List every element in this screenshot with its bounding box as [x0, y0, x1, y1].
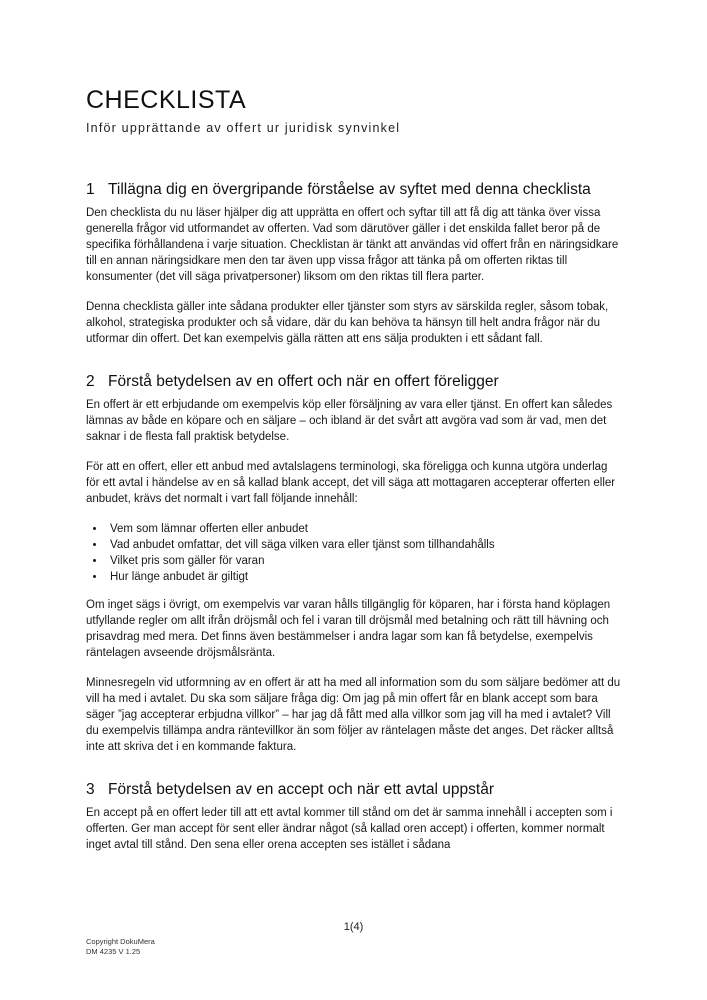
footer-doc-id: DM 4235 V 1.25	[86, 947, 141, 956]
paragraph: Minnesregeln vid utformning av en offert är att ha med all information som du som säljare bedömer att du vill ha med i avtalet. Du ska som säljare fråga dig: Om jag på min offert får en blank accept som bara säger ”jag accepterar erbjudna villkor” – har jag då fått med alla villkor som jag vill ha med i avtalet? Vill du exempelvis tillämpa andra räntevillkor än som följer av räntelagen måste det anges. Det räcker alltså inte att skriva det i en kommande faktura.	[86, 677, 621, 753]
list-item: • Hur länge anbudet är giltigt	[106, 569, 622, 585]
section-3	[86, 781, 622, 853]
page-number: 1(4)	[343, 921, 364, 933]
document-subtitle: Inför upprättande av offert ur juridisk synvinkel	[86, 121, 401, 135]
document-body	[86, 181, 622, 853]
section-number: 1	[86, 181, 95, 198]
list-item: • Vem som lämnar offerten eller anbudet	[106, 521, 622, 537]
section-number: 3	[86, 781, 95, 798]
section-title: Förstå betydelsen av en accept och när ett avtal uppstår	[108, 781, 495, 798]
document-title: CHECKLISTA	[86, 86, 247, 114]
paragraph: Den checklista du nu läser hjälper dig att upprätta en offert och syftar till att få dig att tänka över vissa generella frågor vid utformandet av offerten. Vad som därutöver gäller i det enskilda fallet beror på de specifika förhållandena i varje situation. Checklistan är tänkt att användas vid offert från en näringsidkare till en annan näringsidkare men den tar även upp vissa frågor att tänka på om offerten riktas till konsumenter (det vill säga privatpersoner) liksom om den riktas till flera parter.	[86, 207, 619, 283]
bullet-list	[86, 521, 622, 585]
paragraph: En offert är ett erbjudande om exempelvis köp eller försäljning av vara eller tjänst. En offert kan således lämnas av både en köpare och en säljare – och ibland är det svårt att avgöra vad som är vad, men det saknar i de flesta fall praktisk betydelse.	[86, 399, 613, 443]
footer-copyright: Copyright DokuMera	[86, 937, 155, 946]
list-item: • Vad anbudet omfattar, det vill säga vilken vara eller tjänst som tillhandahålls	[106, 537, 622, 553]
paragraph: En accept på en offert leder till att ett avtal kommer till stånd om det är samma innehåll i accepten som i offerten. Ger man accept för sent eller ändrar något (så kallad oren accept) i offerten, kommer normalt inget avtal till stånd. Den sena eller orena accepten ses istället i sådana	[86, 807, 613, 851]
section-heading	[86, 181, 622, 199]
paragraph: Om inget sägs i övrigt, om exempelvis var varan hålls tillgänglig för köparen, har i första hand köplagen utfyllande regler om allt ifrån dröjsmål och fel i varan till dröjsmål med betalning och rätt till hävning och prisavdrag med mera. Det finns även bestämmelser i andra lagar som kan få betydelse, exempelvis räntelagen avseende dröjsmålsränta.	[86, 599, 611, 659]
section-title: Tillägna dig en övergripande förståelse av syftet med denna checklista	[108, 181, 591, 198]
paragraph: För att en offert, eller ett anbud med avtalslagens terminologi, ska föreligga och kunna utgöra underlag för ett avtal i händelse av en så kallad blank accept, det vill säga att mottagaren accepterar offerten eller anbudet, krävs det normalt i vart fall följande innehåll:	[86, 461, 616, 505]
paragraph: Denna checklista gäller inte sådana produkter eller tjänster som styrs av särskilda regler, såsom tobak, alkohol, strategiska produkter och så vidare, där du kan behöva ta hänsyn till helt andra frågor när du utformar din offert. Det kan exempelvis gälla rätten att ens sälja produkten i ett sådant fall.	[86, 301, 609, 345]
section-title: Förstå betydelsen av en offert och när en offert föreligger	[108, 373, 499, 390]
section-2	[86, 373, 622, 755]
list-item: • Vilket pris som gäller för varan	[106, 553, 622, 569]
footer	[86, 937, 155, 957]
section-heading	[86, 781, 622, 799]
section-heading	[86, 373, 622, 391]
section-number: 2	[86, 373, 95, 390]
section-1	[86, 181, 622, 347]
